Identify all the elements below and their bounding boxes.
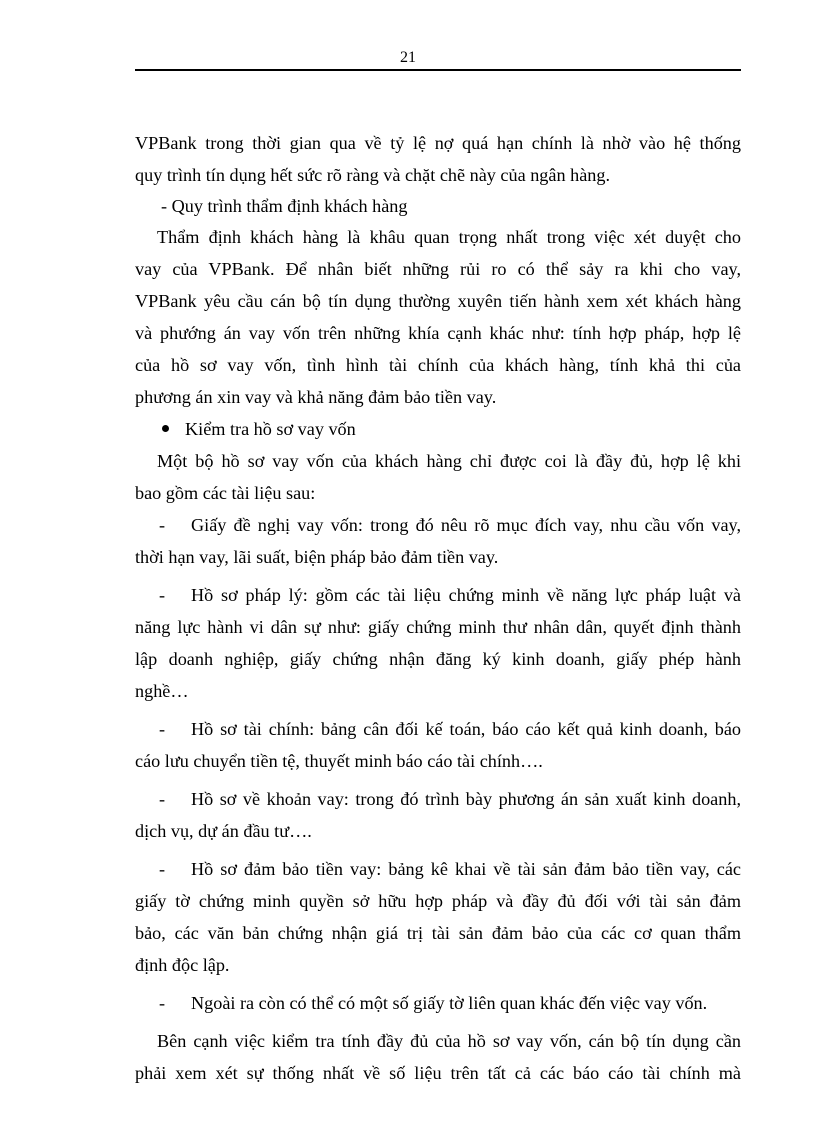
list-item-line: năng lực hành vi dân sự như: giấy chứng minh thư nhân dân, quyết định thành <box>135 617 741 637</box>
paragraph-line: quy trình tín dụng hết sức rõ ràng và chặt chẽ này của ngân hàng. <box>135 165 611 185</box>
dash-marker: - <box>159 515 166 535</box>
bullet-heading <box>135 413 741 445</box>
bullet-icon <box>162 425 169 432</box>
list-item-line: lập doanh nghiệp, giấy chứng nhận đăng ký kinh doanh, giấy phép hành <box>135 649 741 669</box>
paragraph-line: vay của VPBank. Để nhân biết những rủi ro có thể sảy ra khi cho vay, <box>135 259 741 279</box>
paragraph-line: phải xem xét sự thống nhất về số liệu trên tất cả các báo cáo tài chính mà <box>135 1063 741 1083</box>
paragraph-line: bao gồm các tài liệu sau: <box>135 483 316 503</box>
list-item-line: - Ngoài ra còn có thể có một số giấy tờ liên quan khác đến việc vay vốn. <box>135 987 741 1019</box>
page-number: 21 <box>400 49 416 66</box>
bullet-heading-text: Kiểm tra hồ sơ vay vốn <box>185 419 356 439</box>
paragraph-line: VPBank trong thời gian qua về tỷ lệ nợ quá hạn chính là nhờ vào hệ thống <box>135 133 741 153</box>
list-item-line: - Hồ sơ đảm bảo tiền vay: bảng kê khai về tài sản đảm bảo tiền vay, các <box>135 853 741 885</box>
paragraph-line: VPBank yêu cầu cán bộ tín dụng thường xuyên tiến hành xem xét khách hàng <box>135 291 741 311</box>
list-item-line: thời hạn vay, lãi suất, biện pháp bảo đảm tiền vay. <box>135 547 499 567</box>
header-rule <box>135 69 741 71</box>
section-subheading: - Quy trình thẩm định khách hàng <box>161 196 408 216</box>
paragraph-line: và phướng án vay vốn trên những khía cạnh khác như: tính hợp pháp, hợp lệ <box>135 323 741 343</box>
paragraph-line: của hồ sơ vay vốn, tình hình tài chính của khách hàng, tính khả thi của <box>135 355 741 375</box>
dash-marker: - <box>159 719 166 739</box>
list-item-line: dịch vụ, dự án đầu tư…. <box>135 821 312 841</box>
paragraph-line: Thẩm định khách hàng là khâu quan trọng nhất trong việc xét duyệt cho <box>157 227 741 247</box>
list-item-line: - Hồ sơ pháp lý: gồm các tài liệu chứng minh về năng lực pháp luật và <box>135 579 741 611</box>
list-item-line: bảo, các văn bản chứng nhận giá trị tài sản đảm bảo của các cơ quan thẩm <box>135 923 741 943</box>
paragraph-line: Một bộ hồ sơ vay vốn của khách hàng chỉ được coi là đầy đủ, hợp lệ khi <box>157 451 741 471</box>
list-item-line: giấy tờ chứng minh quyền sở hữu hợp pháp và đầy đủ đối với tài sản đảm <box>135 891 741 911</box>
document-body <box>135 127 741 1089</box>
paragraph-line: phương án xin vay và khả năng đảm bảo tiền vay. <box>135 387 497 407</box>
dash-marker: - <box>159 993 166 1013</box>
dash-marker: - <box>159 585 166 605</box>
dash-marker: - <box>159 859 166 879</box>
paragraph-line: Bên cạnh việc kiểm tra tính đầy đủ của hồ sơ vay vốn, cán bộ tín dụng cần <box>157 1031 741 1051</box>
list-item-line: định độc lập. <box>135 955 230 975</box>
list-item-line: - Hồ sơ tài chính: bảng cân đối kế toán, báo cáo kết quả kinh doanh, báo <box>135 713 741 745</box>
list-item-line: cáo lưu chuyển tiền tệ, thuyết minh báo cáo tài chính…. <box>135 751 543 771</box>
dash-marker: - <box>159 789 166 809</box>
list-item-line: nghề… <box>135 681 189 701</box>
list-item-line: - Giấy đề nghị vay vốn: trong đó nêu rõ mục đích vay, nhu cầu vốn vay, <box>135 509 741 541</box>
list-item-line: - Hồ sơ về khoản vay: trong đó trình bày phương án sản xuất kinh doanh, <box>135 783 741 815</box>
